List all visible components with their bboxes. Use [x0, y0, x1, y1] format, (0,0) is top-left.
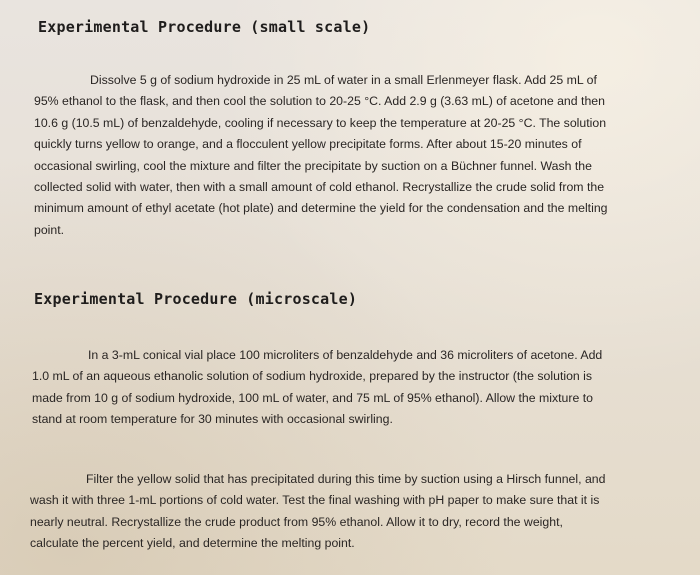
text-line: 1.0 mL of an aqueous ethanolic solution of sodium hydroxide, prepared by the instructor (the solution is: [32, 369, 593, 384]
text-line: collected solid with water, then with a small amount of cold ethanol. Recrystallize the crude solid from the: [34, 180, 605, 195]
microscale-procedure-title: Experimental Procedure (microscale): [34, 290, 358, 308]
text-line: In a 3-mL conical vial place 100 microliters of benzaldehyde and 36 microliters of acetone. Add: [88, 348, 603, 362]
text-line: calculate the percent yield, and determine the melting point.: [30, 536, 355, 551]
microscale-procedure-paragraph-2: [30, 469, 605, 555]
text-line: quickly turns yellow to orange, and a flocculent yellow precipitate forms. After about 15-20 minutes of: [34, 137, 582, 152]
text-line: 10.6 g (10.5 mL) of benzaldehyde, cooling if necessary to keep the temperature at 20-25 °C. The solution: [34, 115, 607, 130]
text-line: 95% ethanol to the flask, and then cool the solution to 20-25 °C. Add 2.9 g (3.63 mL) of acetone and then: [34, 94, 605, 109]
text-line: occasional swirling, cool the mixture and filter the precipitate by suction on a Büchner funnel. Wash the: [34, 158, 592, 173]
text-line: made from 10 g of sodium hydroxide, 100 mL of water, and 75 mL of 95% ethanol). Allow the mixture to: [32, 390, 593, 405]
small-scale-procedure-title: Experimental Procedure (small scale): [38, 18, 371, 36]
text-line: stand at room temperature for 30 minutes with occasional swirling.: [32, 412, 393, 427]
text-line: wash it with three 1-mL portions of cold water. Test the final washing with pH paper to make sure that it is: [30, 493, 600, 508]
text-line: Filter the yellow solid that has precipitated during this time by suction using a Hirsch funnel, and: [86, 472, 606, 486]
text-line: point.: [34, 222, 65, 237]
text-line: Dissolve 5 g of sodium hydroxide in 25 mL of water in a small Erlenmeyer flask. Add 25 mL of: [90, 73, 597, 87]
text-line: minimum amount of ethyl acetate (hot plate) and determine the yield for the condensation and the melting: [34, 201, 608, 216]
small-scale-procedure-paragraph: [34, 70, 608, 241]
text-line: nearly neutral. Recrystallize the crude product from 95% ethanol. Allow it to dry, record the weight,: [30, 514, 563, 529]
microscale-procedure-paragraph-1: [32, 345, 602, 431]
